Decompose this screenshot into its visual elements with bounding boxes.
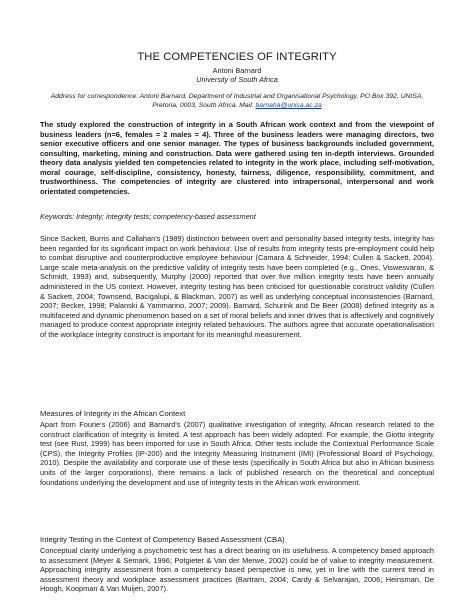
abstract: The study explored the construction of integrity in a South African work context and from the viewpoint of business leaders (n=6, females = 2 males = 4). Three of the business leaders were managing directors, two senior executive officers and one senior manager. The types of business backgrounds included government, consulting, marketing, mining and construction. Data were gathered using ten in-depth interviews. Grounded theory data analysis yielded ten competencies related to integrity in the work place, including self-motivation, moral courage, self-discipline, consistency, honesty, fairness, diligence, responsibility, commitment, and trustworthiness. The competencies of integrity are clustered into intrapersonal, interpersonal and work orientated competencies.: [40, 120, 434, 196]
section-paragraph-cba: Conceptual clarity underlying a psychometric test has a direct bearing on its usefulness. A competency based approach to assessment (Meyer & Semark, 1996; Potgieter & Van der Merwe, 2002) could be of value to integrity measurement. Approaching integrity assessment from a competency based perspective is new, yet in line with the current trend in assessment theory and workplace assessment practices (Bartram, 2004; Cardy & Selvarajan, 2006; Heinsman, De Hoogh, Koopman & Van Muijen, 2007).: [40, 546, 434, 594]
section-paragraph-african-context: Apart from Fourie's (2006) and Barnard's (2007) qualitative investigation of integrity, African research related to the construct clarification of integrity is limited. A test approach has been widely adopted. For example, the Giotto integrity test (see Rust, 1999) has been imported for use in South Africa. Other tests include the Contextual Performance Scale (CPS), the Integrity Profiles (IP-200) and the Integrity Measuring Instrument (IMI) (Professional Board of Psychology, 2010). Despite the availability and corporate use of these tests (specifically in South Africa but also in African business units of the larger corporations), there remains a lack of published research on the theoretical and conceptual foundations underlying the development and use of integrity tests in the African work environment.: [40, 420, 434, 487]
correspondence-address: [40, 92, 434, 110]
correspondence-email-link[interactable]: barnaha@unisa.ac.za: [255, 102, 322, 110]
author-name: Antoni Barnard: [212, 66, 262, 75]
correspondence-text: Address for correspondence: Antoni Barnard, Department of Industrial and Organisational Psychology, PO Box 392, UNISA, Pretoria, 0003, South Africa. Mail:: [50, 93, 424, 110]
section-heading-cba: Integrity Testing in the Context of Competency Based Assessment (CBA): [40, 535, 285, 544]
paper-title: THE COMPETENCIES OF INTEGRITY: [137, 51, 337, 63]
keywords: Keywords: Integrity; integrity tests; competency-based assessment: [40, 212, 256, 221]
author-affiliation: University of South Africa: [196, 75, 278, 84]
section-heading-african-context: Measures of Integrity in the African Context: [40, 409, 186, 418]
intro-paragraph: Since Sackett, Burris and Callahan's (1989) distinction between overt and personality based integrity tests, integrity has been regarded for its significant impact on work behaviour. Use of results from integrity tests pre-employment could help to combat disruptive and counterproductive employee behaviour (Camara & Schneider, 1994; Cullen & Sackett, 2004). Large scale meta-analysis on the predictive validity of integrity tests have been completed (e.g., Ones, Viswesvaran, & Schmidt, 1993) and, subsequently, Murphy (2000) reported that over five million integrity tests have been annually administered in the US context. However, integrity testing has been criticised for questionable construct validity (Cullen & Sackett, 2004; Townsend, Bacigalupi, & Blackman, 2007) as well as underlying conceptual inconsistencies (Barnard, 2007; Becker, 1998; Palanski & Yammarino, 2007; 2009). Barnard, Schurink and De Beer (2008) defined integrity as a multifaceted and dynamic phenomenon based on a set of moral beliefs and inner drives that is affectively and cognitively managed to produce context appropriate integrity related behaviours. The authors agree that accurate operationalisation of the workplace integrity construct is important for its meaningful measurement.: [40, 234, 434, 339]
